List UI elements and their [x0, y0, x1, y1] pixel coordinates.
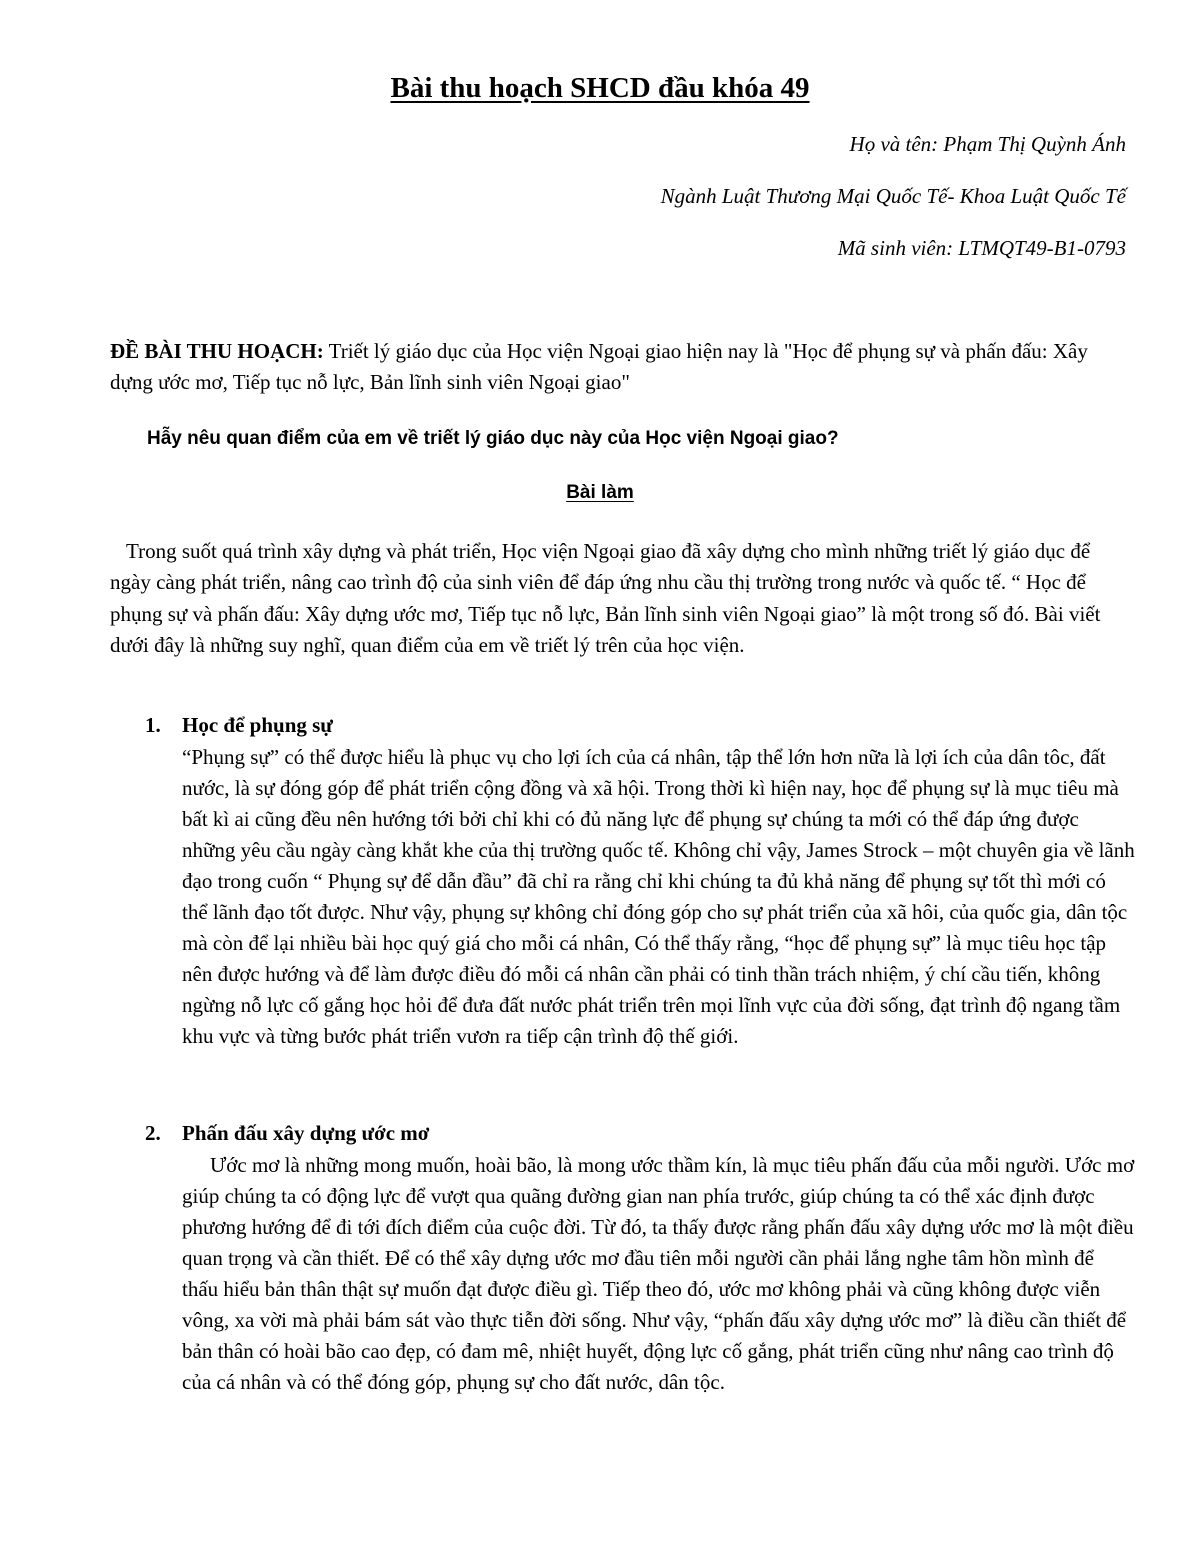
section-title: Phấn đấu xây dựng ước mơ: [182, 1121, 430, 1145]
section-heading: [145, 710, 1135, 740]
section-title: Học để phụng sự: [182, 713, 333, 737]
student-major: Ngành Luật Thương Mại Quốc Tế- Khoa Luật Quốc Tế: [660, 184, 1126, 208]
answer-heading: Bài làm: [566, 482, 634, 503]
assignment-prompt: [110, 336, 1130, 398]
prompt-label: ĐỀ BÀI THU HOẠCH:: [110, 339, 324, 363]
section-number: 1.: [145, 713, 161, 737]
section-1: [145, 710, 1135, 1052]
section-body: “Phụng sự” có thể được hiểu là phục vụ cho lợi ích của cá nhân, tập thể lớn hơn nữa là lợi ích của dân tôc, đất nước, là sự đóng góp để phát triển cộng đồng và xã hội. Trong thời kì hiện nay, học để phụng sự là mục tiêu mà bất kì ai cũng đều nên hướng tới bởi chỉ khi có đủ năng lực để phụng sự chúng ta mới có thể đáp ứng được những yêu cầu ngày càng khắt khe của thị trường quốc tế. Không chỉ vậy, James Strock – một chuyên gia về lãnh đạo trong cuốn “ Phụng sự để dẫn đầu” đã chỉ ra rằng chỉ khi chúng ta đủ khả năng để phụng sự tốt thì mới có thể lãnh đạo tốt được. Như vậy, phụng sự không chỉ đóng góp cho sự phát triển của xã hôi, của quốc gia, dân tộc mà còn để lại nhiều bài học quý giá cho mỗi cá nhân, Có thể thấy rằng, “học để phụng sự” là mục tiêu học tập nên được hướng và để làm được điều đó mỗi cá nhân cần phải có tinh thần trách nhiệm, ý chí cầu tiến, không ngừng nỗ lực cố gắng học hỏi để đưa đất nước phát triển trên mọi lĩnh vực của đời sống, đạt trình độ ngang tầm khu vực và từng bước phát triển vươn ra tiếp cận trình độ thế giới.: [182, 745, 1135, 1048]
student-name: Họ và tên: Phạm Thị Quỳnh Ánh: [849, 132, 1126, 156]
section-2: [145, 1118, 1135, 1398]
document-title: Bài thu hoạch SHCD đầu khóa 49: [390, 72, 810, 104]
intro-paragraph: Trong suốt quá trình xây dựng và phát triển, Học viện Ngoại giao đã xây dựng cho mình những triết lý giáo dục để ngày càng phát triển, nâng cao trình độ của sinh viên để đáp ứng nhu cầu thị trường trong nước và quốc tế. “ Học để phụng sự và phấn đấu: Xây dựng ước mơ, Tiếp tục nỗ lực, Bản lĩnh sinh viên Ngoại giao” là một trong số đó. Bài viết dưới đây là những suy nghĩ, quan điểm của em về triết lý trên của học viện.: [110, 539, 1101, 658]
prompt-text: Triết lý giáo dục của Học viện Ngoại giao hiện nay là "Học để phụng sự và phấn đấu: Xây dựng ước mơ, Tiếp tục nỗ lực, Bản lĩnh sinh viên Ngoại giao": [110, 339, 1088, 394]
student-id: Mã sinh viên: LTMQT49-B1-0793: [837, 236, 1126, 260]
section-heading: [145, 1118, 1135, 1148]
assignment-question: Hẫy nêu quan điểm của em về triết lý giáo dục này của Học viện Ngoại giao?: [147, 428, 839, 449]
section-number: 2.: [145, 1121, 161, 1145]
section-body: Ước mơ là những mong muốn, hoài bão, là mong ước thầm kín, là mục tiêu phấn đấu của mỗi người. Ước mơ giúp chúng ta có động lực để vượt qua quãng đường gian nan phía trước, giúp chúng ta có thể xác định được phương hướng để đi tới đích điểm của cuộc đời. Từ đó, ta thấy được rằng phấn đấu xây dựng ước mơ là một điều quan trọng và cần thiết. Để có thể xây dựng ước mơ đầu tiên mỗi người cần phải lắng nghe tâm hồn mình để thấu hiểu bản thân thật sự muốn đạt được điều gì. Tiếp theo đó, ước mơ không phải và cũng không được viễn vông, xa vời mà phải bám sát vào thực tiễn đời sống. Như vậy, “phấn đấu xây dựng ước mơ” là điều cần thiết để bản thân có hoài bão cao đẹp, có đam mê, nhiệt huyết, động lực cố gắng, phát triển cũng như nâng cao trình độ của cá nhân và có thể đóng góp, phụng sự cho đất nước, dân tộc.: [182, 1153, 1135, 1394]
